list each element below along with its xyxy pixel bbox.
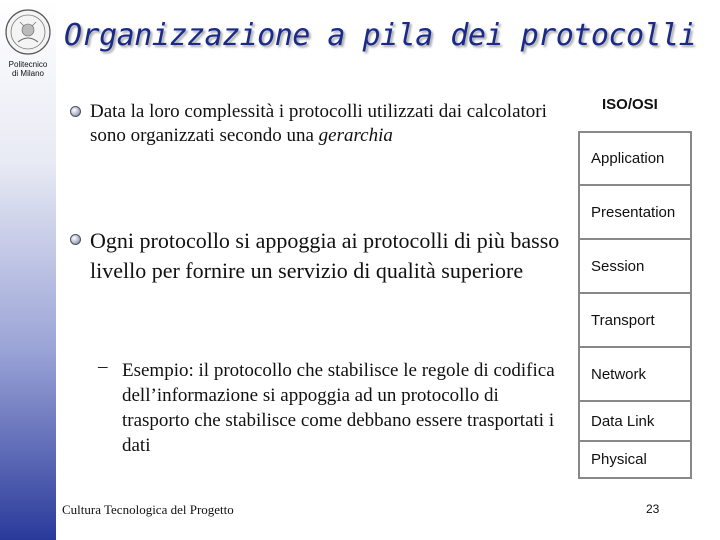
sub-bullet-dash: –: [98, 356, 108, 377]
osi-layer-session: Session: [580, 240, 690, 294]
logo-caption: [0, 60, 56, 78]
bullet-1: [90, 100, 560, 148]
osi-layer-network: Network: [580, 348, 690, 402]
osi-layer-presentation: Presentation: [580, 186, 690, 240]
bullet-2: Ogni protocollo si appoggia ai protocolli di più basso livello per fornire un servizio di qualità superiore: [90, 228, 560, 283]
footer-course-name: Cultura Tecnologica del Progetto: [62, 502, 234, 517]
bullet-icon: [70, 234, 81, 245]
osi-stack: [578, 131, 692, 479]
sub-bullet: Esempio: il protocollo che stabilisce le regole di codifica dell’informazione si appoggia ad un protocollo di trasporto che stabilisce come debbano essere trasportati i dati: [122, 360, 555, 456]
slide-title: Organizzazione a pila dei protocolli: [64, 18, 697, 53]
osi-title: ISO/OSI: [602, 96, 658, 113]
osi-layer-data-link: Data Link: [580, 402, 690, 442]
logo-line-1: Politecnico: [8, 60, 48, 69]
politecnico-seal-icon: [4, 8, 52, 56]
bullet-icon: [70, 106, 81, 117]
osi-layer-application: Application: [580, 133, 690, 186]
page-number: 23: [646, 502, 660, 516]
bullet-1-text: Data la loro complessità i protocolli utilizzati dai calcolatori sono organizzati secondo una: [90, 101, 547, 146]
logo-line-2: di Milano: [11, 69, 44, 78]
osi-layer-physical: Physical: [591, 451, 647, 468]
osi-layer-transport: Transport: [580, 294, 690, 348]
bullet-1-emphasis: gerarchia: [318, 125, 393, 146]
sidebar-gradient: [0, 0, 56, 540]
